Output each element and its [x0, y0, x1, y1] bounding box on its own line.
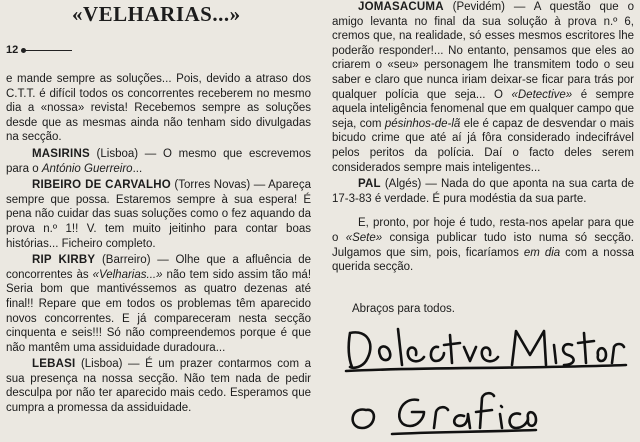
reply-text: É um prazer contarmos com a sua presença na nossa secção. Não tem nada de pedir desculpa por não ter aparecido mais cedo. Esperamos que cumpra a promessa da assiduidade. — [6, 358, 311, 415]
reply-location: (Torres Novas) — — [170, 179, 269, 192]
reply-text: Nada do que aponta na sua carta de 17-3-83 é verdade. É pura modéstia da sua parte. — [332, 178, 634, 205]
reply-masirins — [6, 147, 311, 176]
reply-italic: António Guerreiro — [41, 162, 133, 175]
reply-location: (Pevidém) — — [443, 1, 534, 13]
reply-location: (Algés) — — [380, 178, 441, 191]
page-number: 12 — [6, 44, 19, 56]
reply-name: LEBASI — [32, 358, 76, 371]
reply-name: RIBEIRO DE CARVALHO — [32, 179, 171, 192]
reply-text: A questão que o amigo levanta no final da sua solução à prova n.º 6, cremos que, na realidade, só esses mesmos escritores lhe poderão responder!... No entanto, pensamos que eles ao criarem o «seu» personagem lhe transmitem todo o seu saber e claro que nunca iriam deixar-se ficar para trás por qualquer polícia que seja... O — [332, 1, 634, 101]
reply-text: Apareça sempre que possa. Estaremos sempre à sua espera! É pena não cuidar das suas soluções como o fez aquando da prova n.º 1!! V. tem muito jeitinho para contar boas histórias... Ficheiro completo. — [6, 179, 311, 250]
reply-text: O mesmo que escrevemos para o — [6, 147, 311, 175]
signature-detective-misterioso — [340, 315, 630, 375]
reply-location: (Barreiro) — — [95, 254, 176, 267]
reply-ribeiro-de-carvalho — [6, 178, 311, 251]
reply-location: (Lisboa) — — [89, 147, 164, 160]
closing-line: Abraços para todos. — [352, 303, 455, 315]
left-column — [6, 72, 311, 440]
reply-text-after: é sempre aquela inteligência fenomenal que em qualquer campo que seja, com — [332, 88, 634, 130]
farewell-italic-2: em dia — [523, 246, 561, 259]
reply-name: JOMASACUMA — [358, 1, 444, 13]
farewell-text-1: E, pronto, por hoje é tudo, resta-nos apelar para que o — [332, 217, 634, 244]
farewell-text-2: consiga publicar tudo isto numa só secção. Julgamos que sim, pois, ficaríamos — [332, 231, 634, 259]
page-number-rule — [24, 50, 72, 51]
signature-o-grafico — [340, 380, 540, 438]
reply-name: RIP KIRBY — [32, 254, 96, 267]
reply-name: PAL — [358, 178, 381, 191]
reply-text-after-2: ele é capaz de desvendar o mais bicudo crime que até aí já fôra considerado indecifrável pelos peritos da polícia. Daí o facto deles serem considerados sempre mais inteligentes... — [332, 117, 634, 174]
reply-pal — [332, 177, 634, 206]
section-title: «VELHARIAS...» — [72, 2, 241, 26]
reply-location: (Lisboa) — — [75, 358, 146, 371]
reply-text-after: ... — [132, 162, 143, 175]
reply-italic-2: pésinhos-de-lã — [384, 117, 461, 130]
reply-italic: «Velharias...» — [92, 268, 163, 281]
farewell-text-3: com a nossa querida secção. — [332, 246, 634, 274]
right-column — [332, 0, 634, 300]
reply-lebasi — [6, 357, 311, 415]
reply-name: MASIRINS — [32, 147, 90, 160]
intro-paragraph: e mande sempre as soluções... Pois, devido a atraso dos C.T.T. é difícil todos os concorrentes receberem no mesmo dia a «nossa» revista! Recebemos sempre as soluções desde que as mesmas ainda não tenham sido divulgadas na secção. — [6, 73, 311, 144]
farewell-italic-1: «Sete» — [345, 231, 383, 244]
reply-text-after: não tem sido assim tão má! Seria bom que mantivéssemos as quatro dezenas até final!! Repare que em todos os problemas têm aparecido novos concorrentes. E já compareceram nesta secção cinquenta e seis!!! Só não compreendemos porque é que não mantêm uma assiduidade duradoura... — [6, 268, 311, 354]
farewell-paragraph — [332, 216, 634, 274]
reply-text: Olhe que a afluência de concorrentes às — [6, 254, 311, 281]
reply-italic: «Detective» — [511, 88, 573, 101]
reply-jomasacuma — [332, 0, 634, 175]
reply-rip-kirby — [6, 253, 311, 355]
